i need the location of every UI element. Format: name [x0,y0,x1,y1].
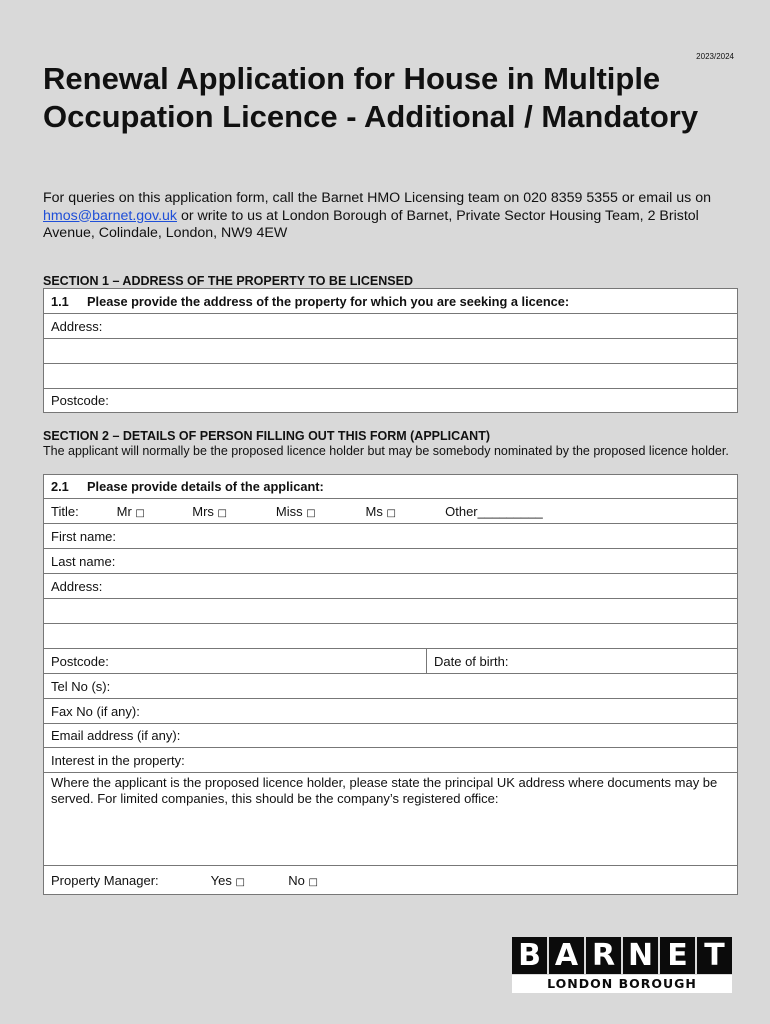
option-label: Miss [275,503,303,519]
applicant-address-line-3[interactable] [44,624,738,649]
option-label: Mr [116,503,132,519]
title-option-ms[interactable] [366,504,442,519]
checkbox[interactable]: □ [217,507,227,519]
property-manager-row [44,866,738,895]
property-manager-label: Property Manager: [51,872,159,888]
uk-address-field[interactable] [44,773,738,866]
question-number: 2.1 [51,479,69,494]
title-row [44,499,738,524]
dob-label: Date of birth: [434,653,509,669]
last-name-label: Last name: [51,553,116,569]
intro-text-before: For queries on this application form, call the Barnet HMO Licensing team on 020 8359 5355 or email us on [43,190,711,206]
page-title: Renewal Application for House in Multiple Occupation Licence - Additional / Mandatory [43,61,699,134]
section1-table [43,288,738,413]
section1-heading: SECTION 1 – ADDRESS OF THE PROPERTY TO BE LICENSED [43,274,413,288]
address-label: Address: [51,318,103,334]
fax-field[interactable] [44,699,738,724]
email-field[interactable] [44,724,738,748]
logo-letter: N [623,937,658,974]
first-name-field[interactable] [44,524,738,549]
interest-field[interactable] [44,748,738,773]
question-text: Please provide the address of the property for which you are seeking a licence: [87,293,570,309]
barnet-logo [512,937,732,993]
applicant-address-field[interactable] [44,574,738,599]
question-number: 1.1 [51,293,69,309]
uk-address-text: Where the applicant is the proposed licence holder, please state the principal UK address where documents may be served. For limited companies, this should be the company’s registered office: [51,775,718,806]
manager-option-no[interactable] [288,873,318,888]
tel-label: Tel No (s): [51,678,111,694]
logo-letter: B [512,937,547,974]
last-name-field[interactable] [44,549,738,574]
option-label: Ms [365,503,383,519]
email-label: Email address (if any): [51,728,181,743]
logo-letter: A [549,937,584,974]
title-label: Title: [51,503,79,519]
section2-table [43,474,738,895]
title-option-other[interactable]: Other_________ [445,503,543,519]
date-of-birth-field[interactable] [427,649,738,674]
email-link[interactable]: hmos@barnet.gov.uk [43,207,178,224]
property-address-line-2[interactable] [44,339,738,364]
checkbox[interactable]: □ [235,876,245,888]
address-label: Address: [51,578,103,594]
applicant-postcode-field[interactable] [44,649,427,674]
option-label: No [288,872,305,888]
checkbox[interactable]: □ [135,507,145,519]
option-label: Mrs [192,503,214,519]
logo-letter: E [660,937,695,974]
tel-field[interactable] [44,674,738,699]
title-option-mrs[interactable] [192,504,272,519]
postcode-label: Postcode: [51,393,109,408]
interest-label: Interest in the property: [51,752,185,768]
fax-label: Fax No (if any): [51,703,140,719]
intro-paragraph [43,190,733,243]
logo-letters [512,937,732,974]
checkbox[interactable]: □ [306,507,316,519]
section2-heading: SECTION 2 – DETAILS OF PERSON FILLING OUT THIS FORM (APPLICANT) [43,429,490,443]
manager-option-yes[interactable] [211,873,285,888]
checkbox[interactable]: □ [386,507,396,519]
postcode-label: Postcode: [51,653,109,669]
applicant-address-line-2[interactable] [44,599,738,624]
logo-subtitle: LONDON BOROUGH [512,975,732,993]
property-address-line-3[interactable] [44,364,738,389]
logo-letter: R [586,937,621,974]
question-text: Please provide details of the applicant: [87,479,324,494]
logo-letter: T [697,937,732,974]
question-1-1 [44,289,738,314]
section2-subtext: The applicant will normally be the proposed licence holder but may be somebody nominated by the proposed licence holder. [43,444,729,458]
property-address-field[interactable] [44,314,738,339]
option-label: Yes [210,872,232,888]
question-2-1 [44,475,738,499]
intro-text-after: or write to us at London Borough of Barnet, Private Sector Housing Team, 2 Bristol Avenue, Colindale, London, NW9 4EW [43,207,699,241]
property-postcode-field[interactable] [44,389,738,413]
title-option-miss[interactable] [276,504,362,519]
title-option-mr[interactable] [117,504,189,519]
first-name-label: First name: [51,528,117,544]
checkbox[interactable]: □ [308,876,318,888]
form-year: 2023/2024 [696,52,734,61]
